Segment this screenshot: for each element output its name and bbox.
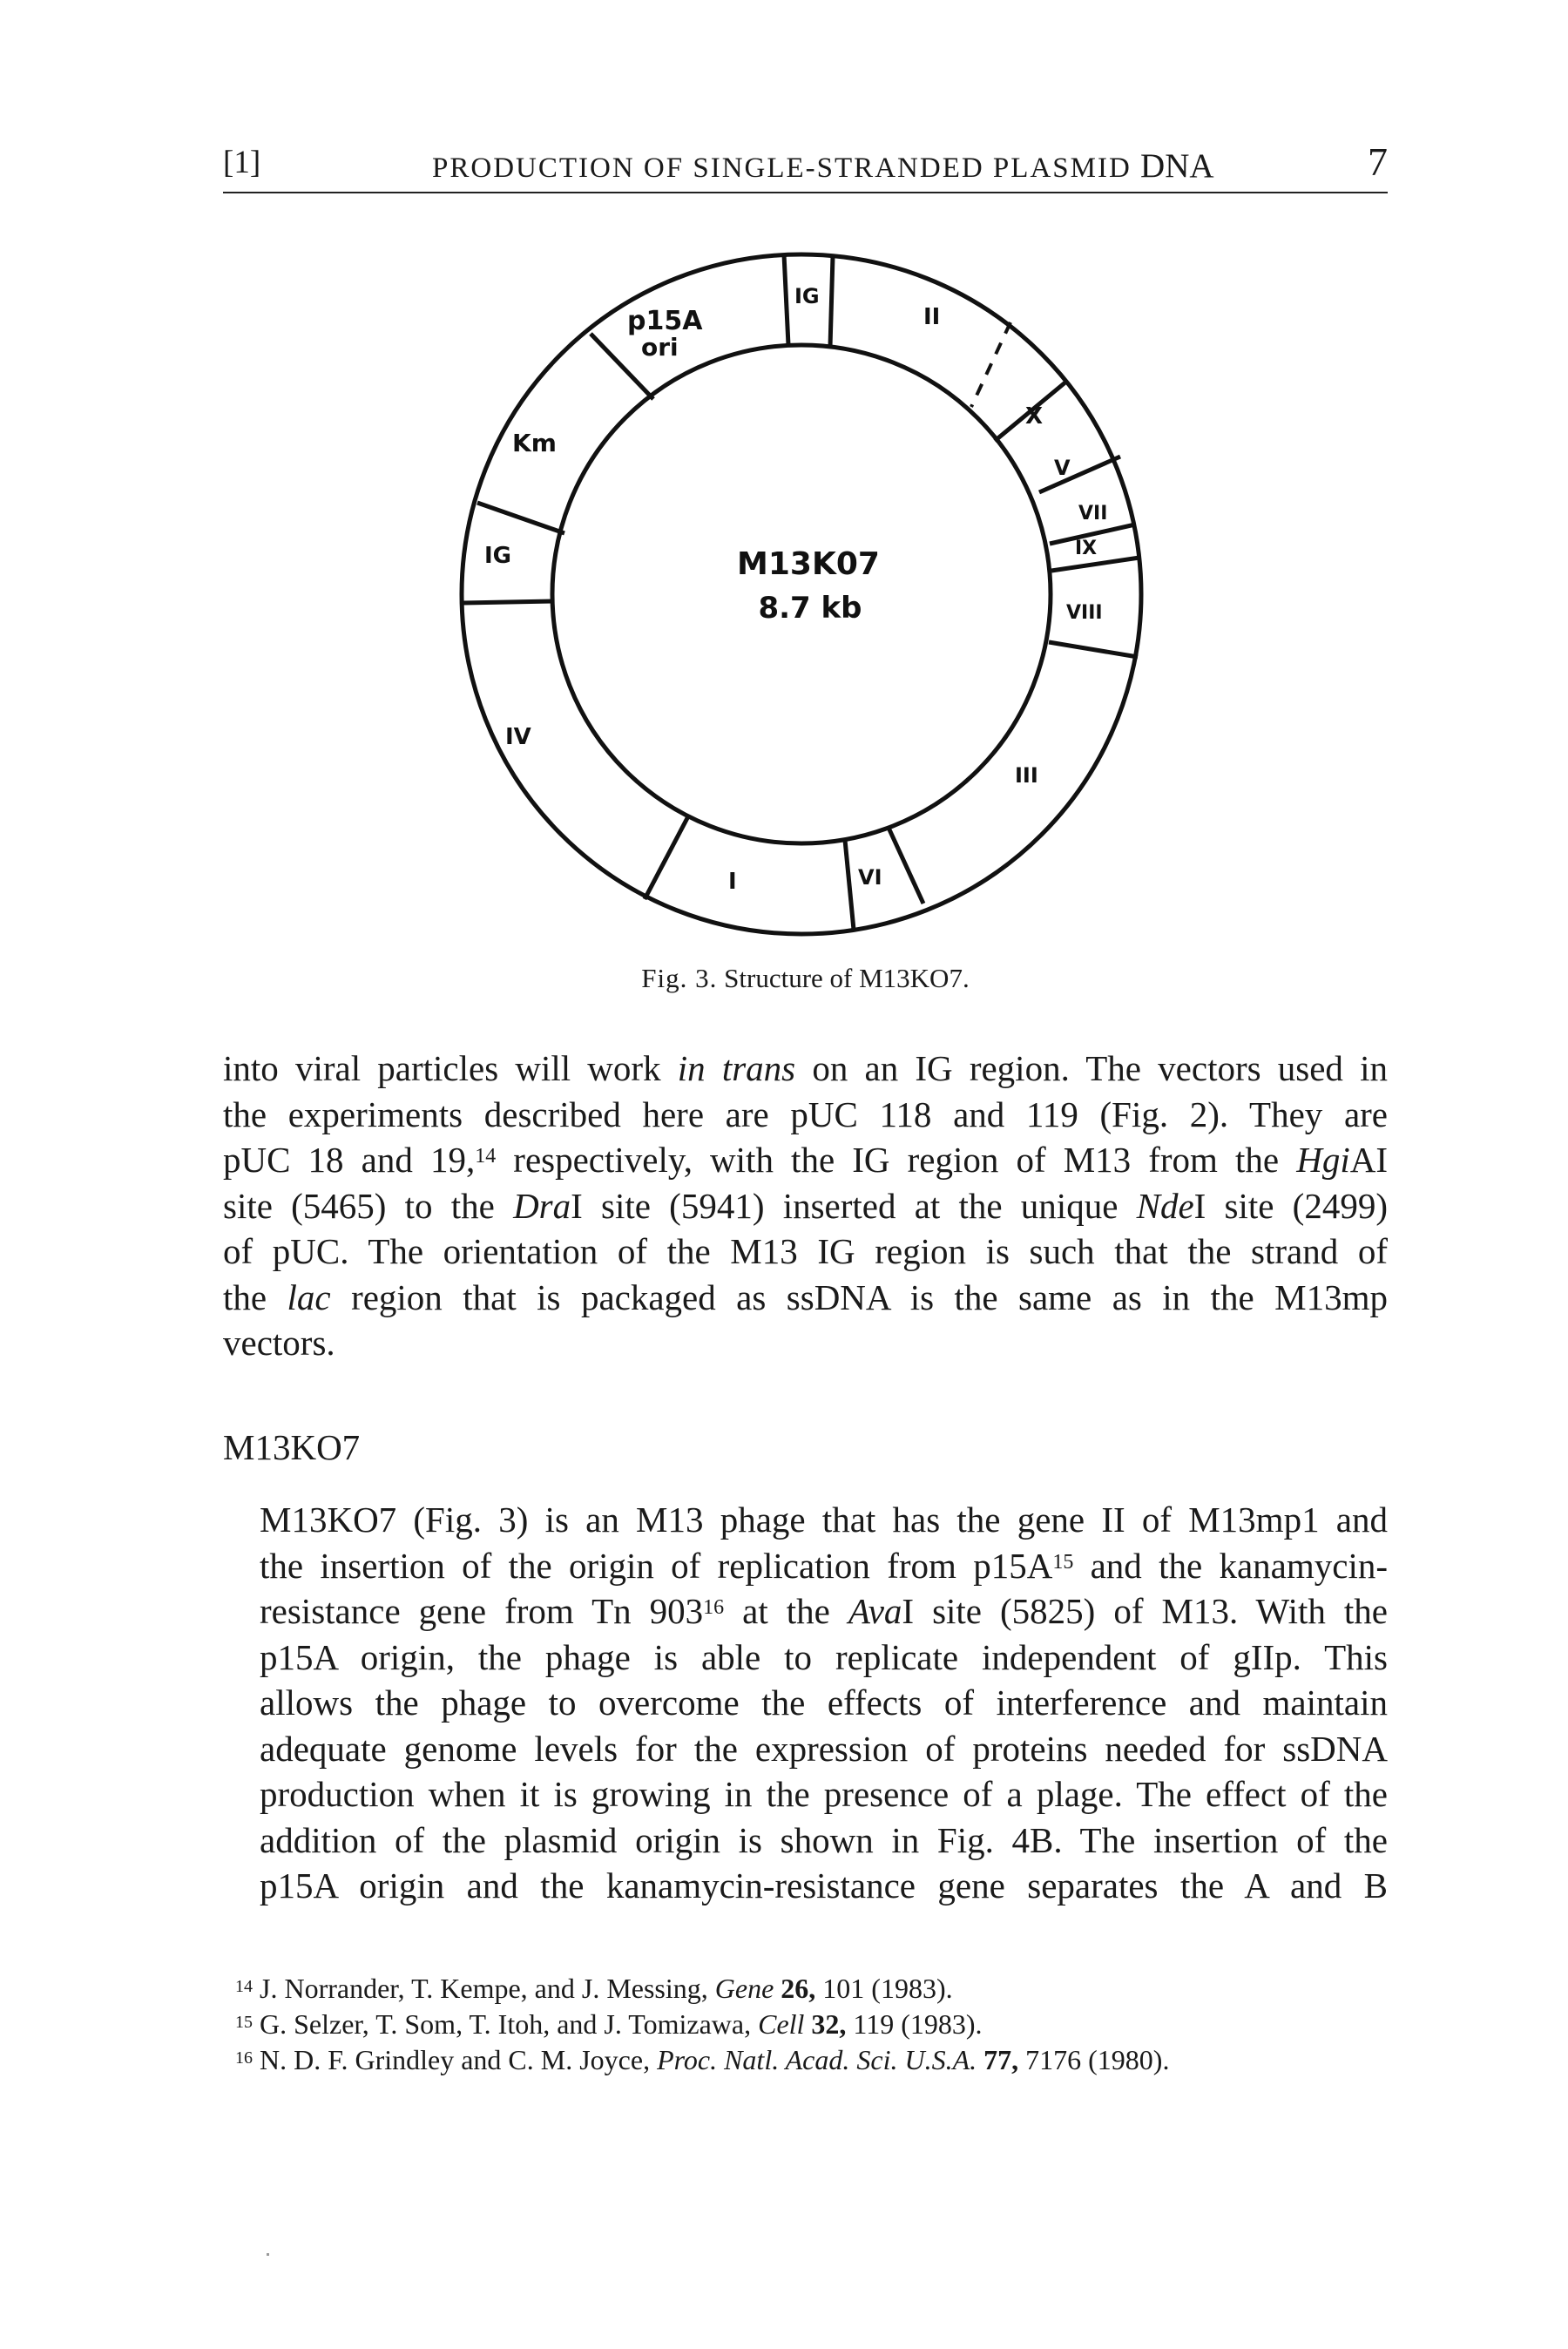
scan-speck [267, 2253, 269, 2256]
label-iii: III [1015, 763, 1038, 788]
text-line: resistance gene from Tn $903^{16}$ at the AvaI site (5825) of M13. With the [260, 1591, 1388, 1631]
text-line: p15A origin and the kanamycin-resistance gene separates the A and B [260, 1865, 1388, 1906]
text-line: into viral particles will work in trans on an IG region. The vectors used in [223, 1048, 1388, 1088]
section-number: [1] [223, 145, 261, 180]
divider-ix [1051, 558, 1139, 571]
text-line: vectors. [223, 1323, 335, 1363]
divider-iii-vi [889, 828, 923, 904]
text-line: allows the phage to overcome the effects of interference and maintain [260, 1682, 1388, 1723]
label-ig-left: IG [484, 543, 512, 569]
text-line: the lac region that is packaged as ssDNA is the same as in the M13mp [223, 1276, 1388, 1317]
text-line: addition of the plasmid origin is shown in Fig. 4B. The insertion of the [260, 1819, 1388, 1860]
text-line: the insertion of the origin of replication from $p15A^{15}$ and the kanamycin- [260, 1545, 1388, 1586]
divider-v [1039, 457, 1120, 492]
body-paragraph-1 [223, 1046, 1388, 1366]
label-i: I [728, 869, 737, 895]
running-header [223, 139, 1388, 196]
text-line: production when it is growing in the presence of a plage. The effect of the [260, 1774, 1388, 1814]
caption-prefix: Fig. 3. [641, 963, 718, 993]
plasmid-size: 8.7 kb [758, 591, 862, 626]
text-line: of pUC. The orientation of the M13 IG region is such that the strand of [223, 1231, 1388, 1271]
label-ig-top: IG [794, 284, 820, 308]
label-vi: VI [858, 865, 882, 890]
divider-ig-km [477, 503, 564, 533]
label-iv: IV [505, 724, 531, 750]
plasmid-map [436, 228, 1167, 960]
text-line: site (5465) to the DraI site (5941) inserted at the unique NdeI site (2499) [223, 1185, 1388, 1226]
footnote-16: $^{16}$ N. D. F. Grindley and C. M. Joyce, Proc. Natl. Acad. Sci. U.S.A. 77, 7176 (1980). [235, 2044, 1170, 2075]
running-title-main: PRODUCTION OF SINGLE-STRANDED PLASMID [432, 152, 1132, 184]
header-rule [223, 192, 1388, 193]
label-x: X [1025, 403, 1044, 430]
label-ori: ori [641, 333, 679, 362]
divider-ig-ii [830, 256, 833, 347]
footnote-14: $^{14}$ J. Norrander, T. Kempe, and J. Messing, Gene 26, 101 (1983). [235, 1973, 953, 2004]
caption-text: Structure of M13KO7. [724, 963, 970, 993]
footnote-15: $^{15}$ G. Selzer, T. Som, T. Itoh, and J. Tomizawa, Cell 32, 119 (1983). [235, 2008, 983, 2040]
page-number: 7 [1368, 139, 1388, 184]
divider-viii [1049, 642, 1138, 657]
label-vii: VII [1078, 503, 1108, 525]
plasmid-map-figure [436, 228, 1167, 960]
text-line: pUC 18 and 19,14 respectively, with the IG region of M13 from the HgiAI [223, 1140, 1388, 1180]
label-ii: II [923, 304, 941, 330]
divider-vi-i [845, 840, 854, 930]
text-line: the experiments described here are pUC 118 and 119 (Fig. 2). They are [223, 1093, 1388, 1134]
citation-14: 14 [475, 1145, 497, 1168]
figure-caption [223, 963, 1388, 994]
label-p15a: p15A [627, 306, 703, 336]
divider-ori-ig [784, 254, 788, 345]
label-viii: VIII [1066, 602, 1103, 624]
text-line: M13KO7 (Fig. 3) is an M13 phage that has the gene II of M13mp1 and [260, 1499, 1388, 1540]
divider-i-iv [645, 816, 688, 899]
label-km: Km [512, 429, 557, 457]
plasmid-name: M13K07 [737, 546, 880, 582]
label-ix: IX [1075, 538, 1098, 559]
citation-15: 15 [1052, 1550, 1074, 1574]
body-paragraph-2 [223, 1497, 1388, 1909]
section-heading: M13KO7 [223, 1427, 361, 1467]
running-title-dna: DNA [1140, 147, 1214, 185]
label-v: V [1054, 456, 1071, 480]
divider-ii-x-dashed [971, 322, 1010, 407]
footnotes [223, 1971, 1388, 2078]
divider-iv-ig [463, 601, 553, 603]
citation-16: 16 [703, 1596, 725, 1619]
text-line: adequate genome levels for the expression of proteins needed for ssDNA [260, 1728, 1388, 1769]
text-line: p15A origin, the phage is able to replicate independent of gIIp. This [260, 1636, 1388, 1677]
running-title [432, 146, 1214, 186]
